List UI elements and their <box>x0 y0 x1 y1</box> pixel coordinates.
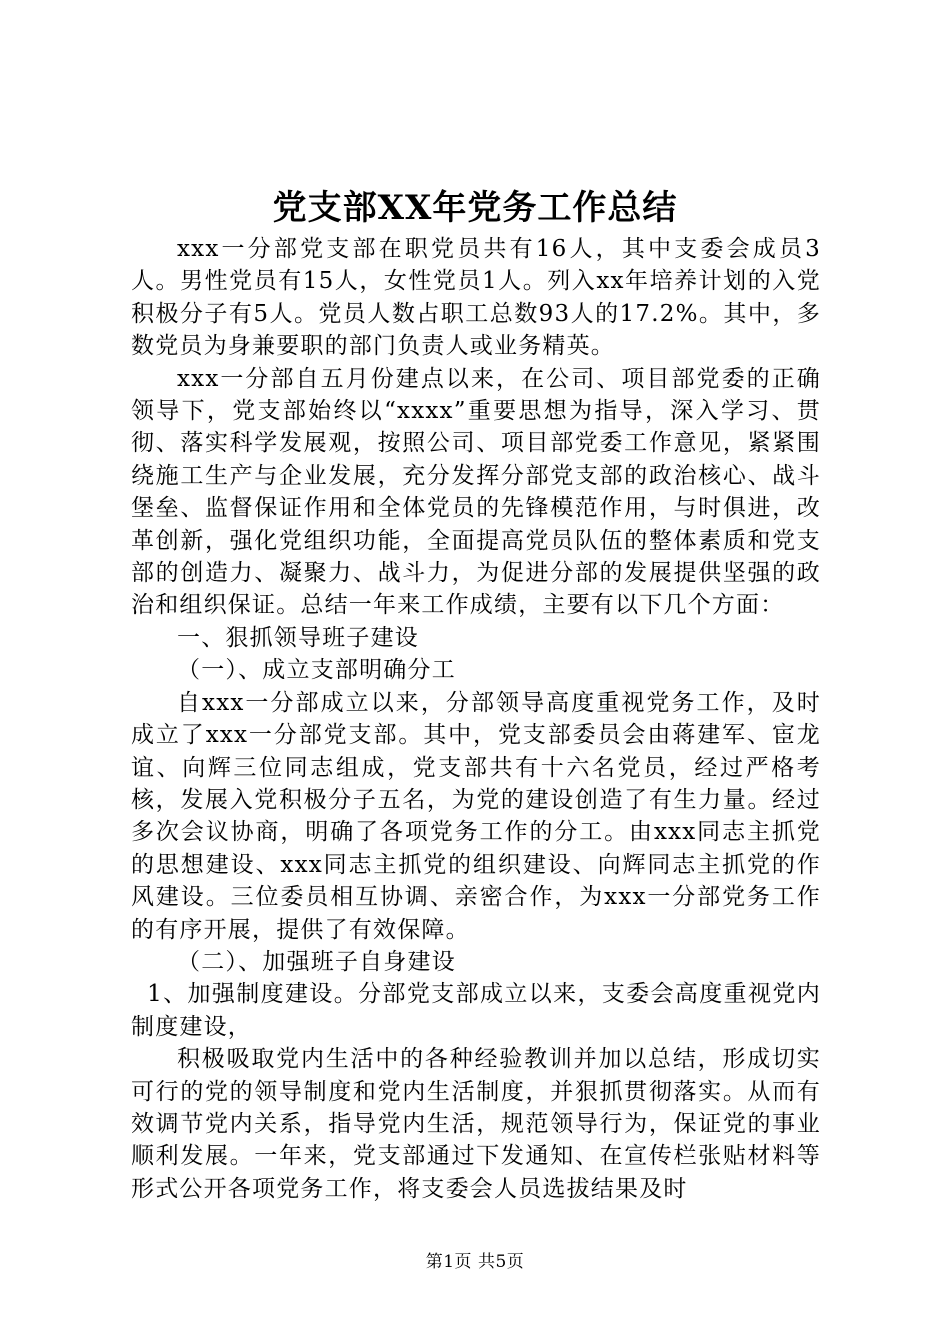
paragraph-membership: xxx一分部党支部在职党员共有16人，其中支委会成员3人。男性党员有15人，女性党员1人。列入xx年培养计划的入党积极分子有5人。党员人数占职工总数93人的17.2%。其中，多数党员为身兼要职的部门负责人或业务精英。 <box>131 236 821 360</box>
paragraph-overview: xxx一分部自五月份建点以来，在公司、项目部党委的正确领导下，党支部始终以“xxxx”重要思想为指导，深入学习、贯彻、落实科学发展观，按照公司、项目部党委工作意见，紧紧围绕施工生产与企业发展，充分发挥分部党支部的政治核心、战斗堡垒、监督保证作用和全体党员的先锋模范作用，与时俱进，改革创新，强化党组织功能，全面提高党员队伍的整体素质和党支部的创造力、凝聚力、战斗力，为促进分部的发展提供坚强的政治和组织保证。总结一年来工作成绩，主要有以下几个方面： <box>131 365 821 619</box>
page-footer: 第1页 共5页 <box>425 1252 525 1272</box>
paragraph-branch-setup: 自xxx一分部成立以来，分部领导高度重视党务工作，及时成立了xxx一分部党支部。其中，党支部委员会由蒋建军、宦龙谊、向辉三位同志组成，党支部共有十六名党员，经过严格考核，发展入党积极分子五名，为党的建设创造了有生力量。经过多次会议协商，明确了各项党务工作的分工。由xxx同志主抓党的思想建设、xxx同志主抓党的组织建设、向辉同志主抓党的作风建设。三位委员相互协调、亲密合作，为xxx一分部党务工作的有序开展，提供了有效保障。 <box>131 689 821 943</box>
document-body <box>131 233 821 1205</box>
section-heading-1: 一、狠抓领导班子建设 <box>177 624 419 651</box>
paragraph-experience: 积极吸取党内生活中的各种经验教训并加以总结，形成切实可行的党的领导制度和党内生活制度，并狠抓贯彻落实。从而有效调节党内关系，指导党内生活，规范领导行为，保证党的事业顺利发展。一年来，党支部通过下发通知、在宣传栏张贴材料等形式公开各项党务工作，将支委会人员选拔结果及时 <box>131 1046 821 1202</box>
page-title: 党支部XX年党务工作总结 <box>272 188 678 228</box>
subsection-heading-1: （一）、成立支部明确分工 <box>177 657 456 684</box>
subsection-heading-2: （二）、加强班子自身建设 <box>177 948 456 975</box>
paragraph-system-building: 1、加强制度建设。分部党支部成立以来，支委会高度重视党内制度建设， <box>131 981 821 1040</box>
